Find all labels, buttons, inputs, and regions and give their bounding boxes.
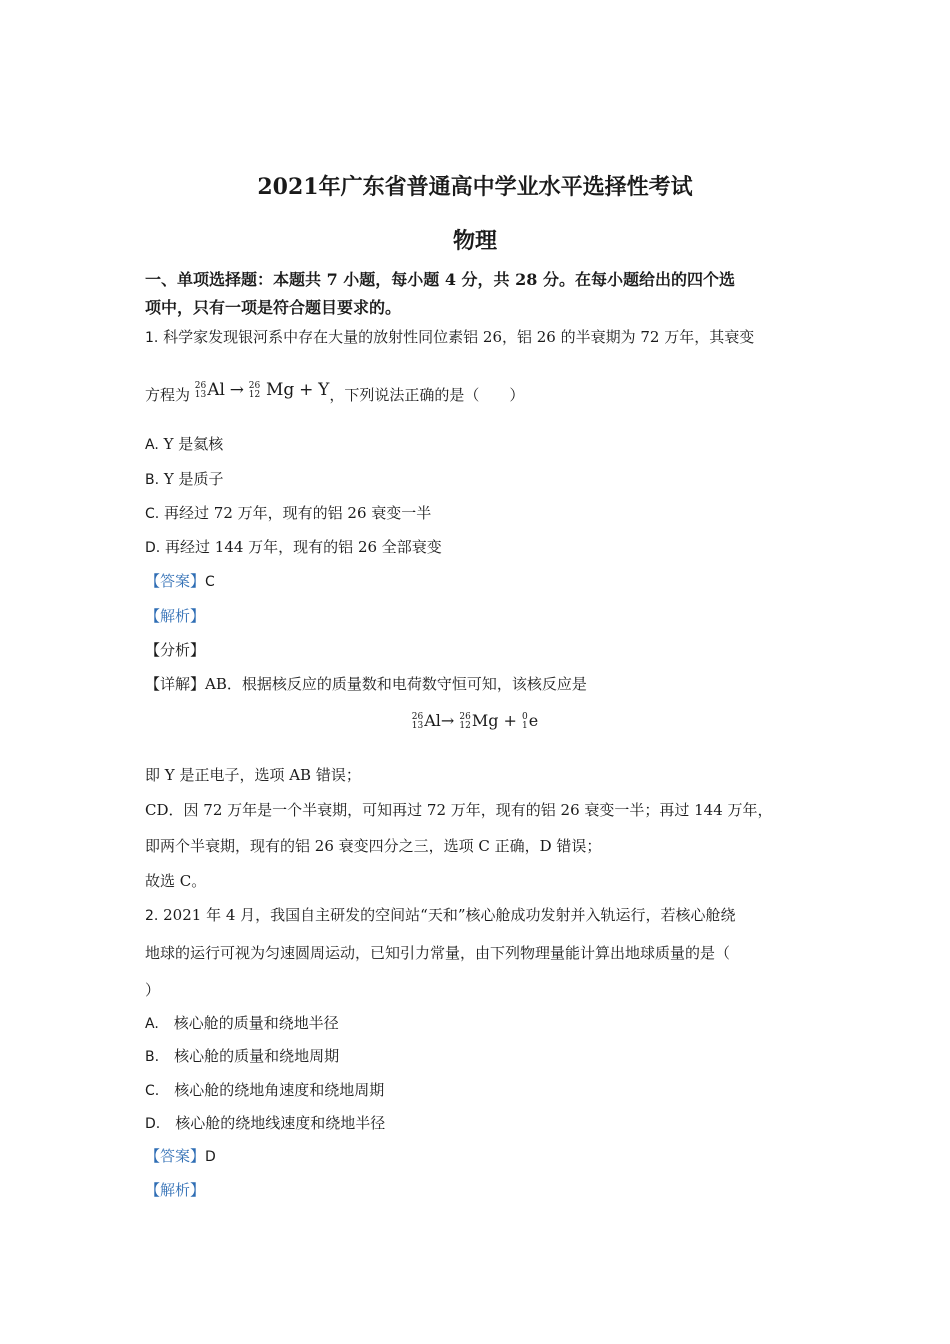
- eq2-al-symbol: Al: [424, 711, 441, 730]
- mg-mass-number: 26: [248, 381, 261, 391]
- q1-stem-line2: [145, 380, 524, 411]
- q1-stem-prefix: 方程为: [145, 386, 191, 404]
- exam-title: 2021年广东省普通高中学业水平选择性考试: [257, 174, 693, 200]
- q1-analysis-tag: 【解析】: [145, 607, 206, 625]
- q2-option-d: D. 核心舱的绕地线速度和绕地半径: [145, 1114, 386, 1132]
- q1-option-b: B. Y 是质子: [145, 470, 224, 488]
- q2-stem-line3: ）: [145, 981, 161, 999]
- q2-option-b: B. 核心舱的质量和绕地周期: [145, 1047, 340, 1065]
- mg-atomic-number: 12: [248, 390, 261, 400]
- q2-option-a: A. 核心舱的质量和绕地半径: [145, 1014, 339, 1032]
- q2-stem-line1: 2. 2021 年 4 月，我国自主研发的空间站“天和”核心舱成功发射并入轨运行，若核心舱绕: [145, 906, 736, 924]
- subject-title: 物理: [452, 228, 497, 254]
- answer-value: C: [205, 574, 215, 590]
- q1-reaction-equation: 26 13 Al→ 26 12 Mg + 0 1 e: [411, 711, 539, 731]
- eq2-arrow: →: [440, 711, 455, 730]
- q1-conclusion: 故选 C。: [145, 872, 207, 890]
- plus-symbol: +: [299, 380, 314, 400]
- q1-option-c: C. 再经过 72 万年，现有的铝 26 衰变一半: [145, 504, 432, 522]
- al-mass-number: 26: [194, 381, 207, 391]
- q2-option-c: C. 核心舱的绕地角速度和绕地周期: [145, 1081, 385, 1099]
- eq2-e-symbol: e: [528, 711, 539, 730]
- q2-answer: 【答案】D: [145, 1147, 216, 1165]
- q1-stem-text: 科学家发现银河系中存在大量的放射性同位素铝 26，铝 26 的半衰期为 72 万年，其衰变: [163, 328, 755, 346]
- section-heading-line2: 项中，只有一项是符合题目要求的。: [145, 298, 402, 317]
- q1-option-d: D. 再经过 144 万年，现有的铝 26 全部衰变: [145, 538, 442, 556]
- q1-explain-cd2: 即两个半衰期，现有的铝 26 衰变四分之三，选项 C 正确，D 错误；: [145, 837, 602, 855]
- q1-stem-suffix: ，下列说法正确的是（ ）: [329, 386, 525, 404]
- q1-explain-cd1: CD．因 72 万年是一个半衰期，可知再过 72 万年，现有的铝 26 衰变一半；再过 144 万年，: [145, 801, 773, 819]
- q2-number: 2.: [145, 908, 159, 924]
- eq2-mg-symbol: Mg: [471, 711, 499, 730]
- detail-tag: 【详解】: [145, 675, 206, 693]
- q1-answer: [145, 571, 215, 592]
- q1-explain-y: 即 Y 是正电子，选项 AB 错误；: [145, 766, 361, 784]
- answer-tag: 【答案】: [145, 572, 206, 590]
- q1-number: 1.: [145, 330, 159, 346]
- q1-option-a: A. Y 是氦核: [145, 435, 224, 453]
- q2-analysis-tag: 【解析】: [145, 1181, 206, 1199]
- q1-fenxi-tag: 【分析】: [145, 641, 206, 659]
- y-symbol: Y: [318, 380, 330, 400]
- eq2-plus: +: [503, 711, 517, 730]
- section-heading-line1: 一、单项选择题：本题共 7 小题，每小题 4 分，共 28 分。在每小题给出的四个选: [145, 270, 735, 289]
- arrow-symbol: →: [229, 380, 244, 400]
- mg-symbol: Mg: [266, 380, 295, 400]
- al-symbol: Al: [207, 380, 225, 400]
- q1-detail: 【详解】AB．根据核反应的质量数和电荷数守恒可知，该核反应是: [145, 675, 587, 693]
- al-atomic-number: 13: [194, 390, 207, 400]
- q1-decay-equation: [195, 375, 330, 405]
- q2-stem-line2: 地球的运行可视为匀速圆周运动，已知引力常量，由下列物理量能计算出地球质量的是（: [145, 944, 731, 962]
- q1-stem-line1: [145, 327, 754, 348]
